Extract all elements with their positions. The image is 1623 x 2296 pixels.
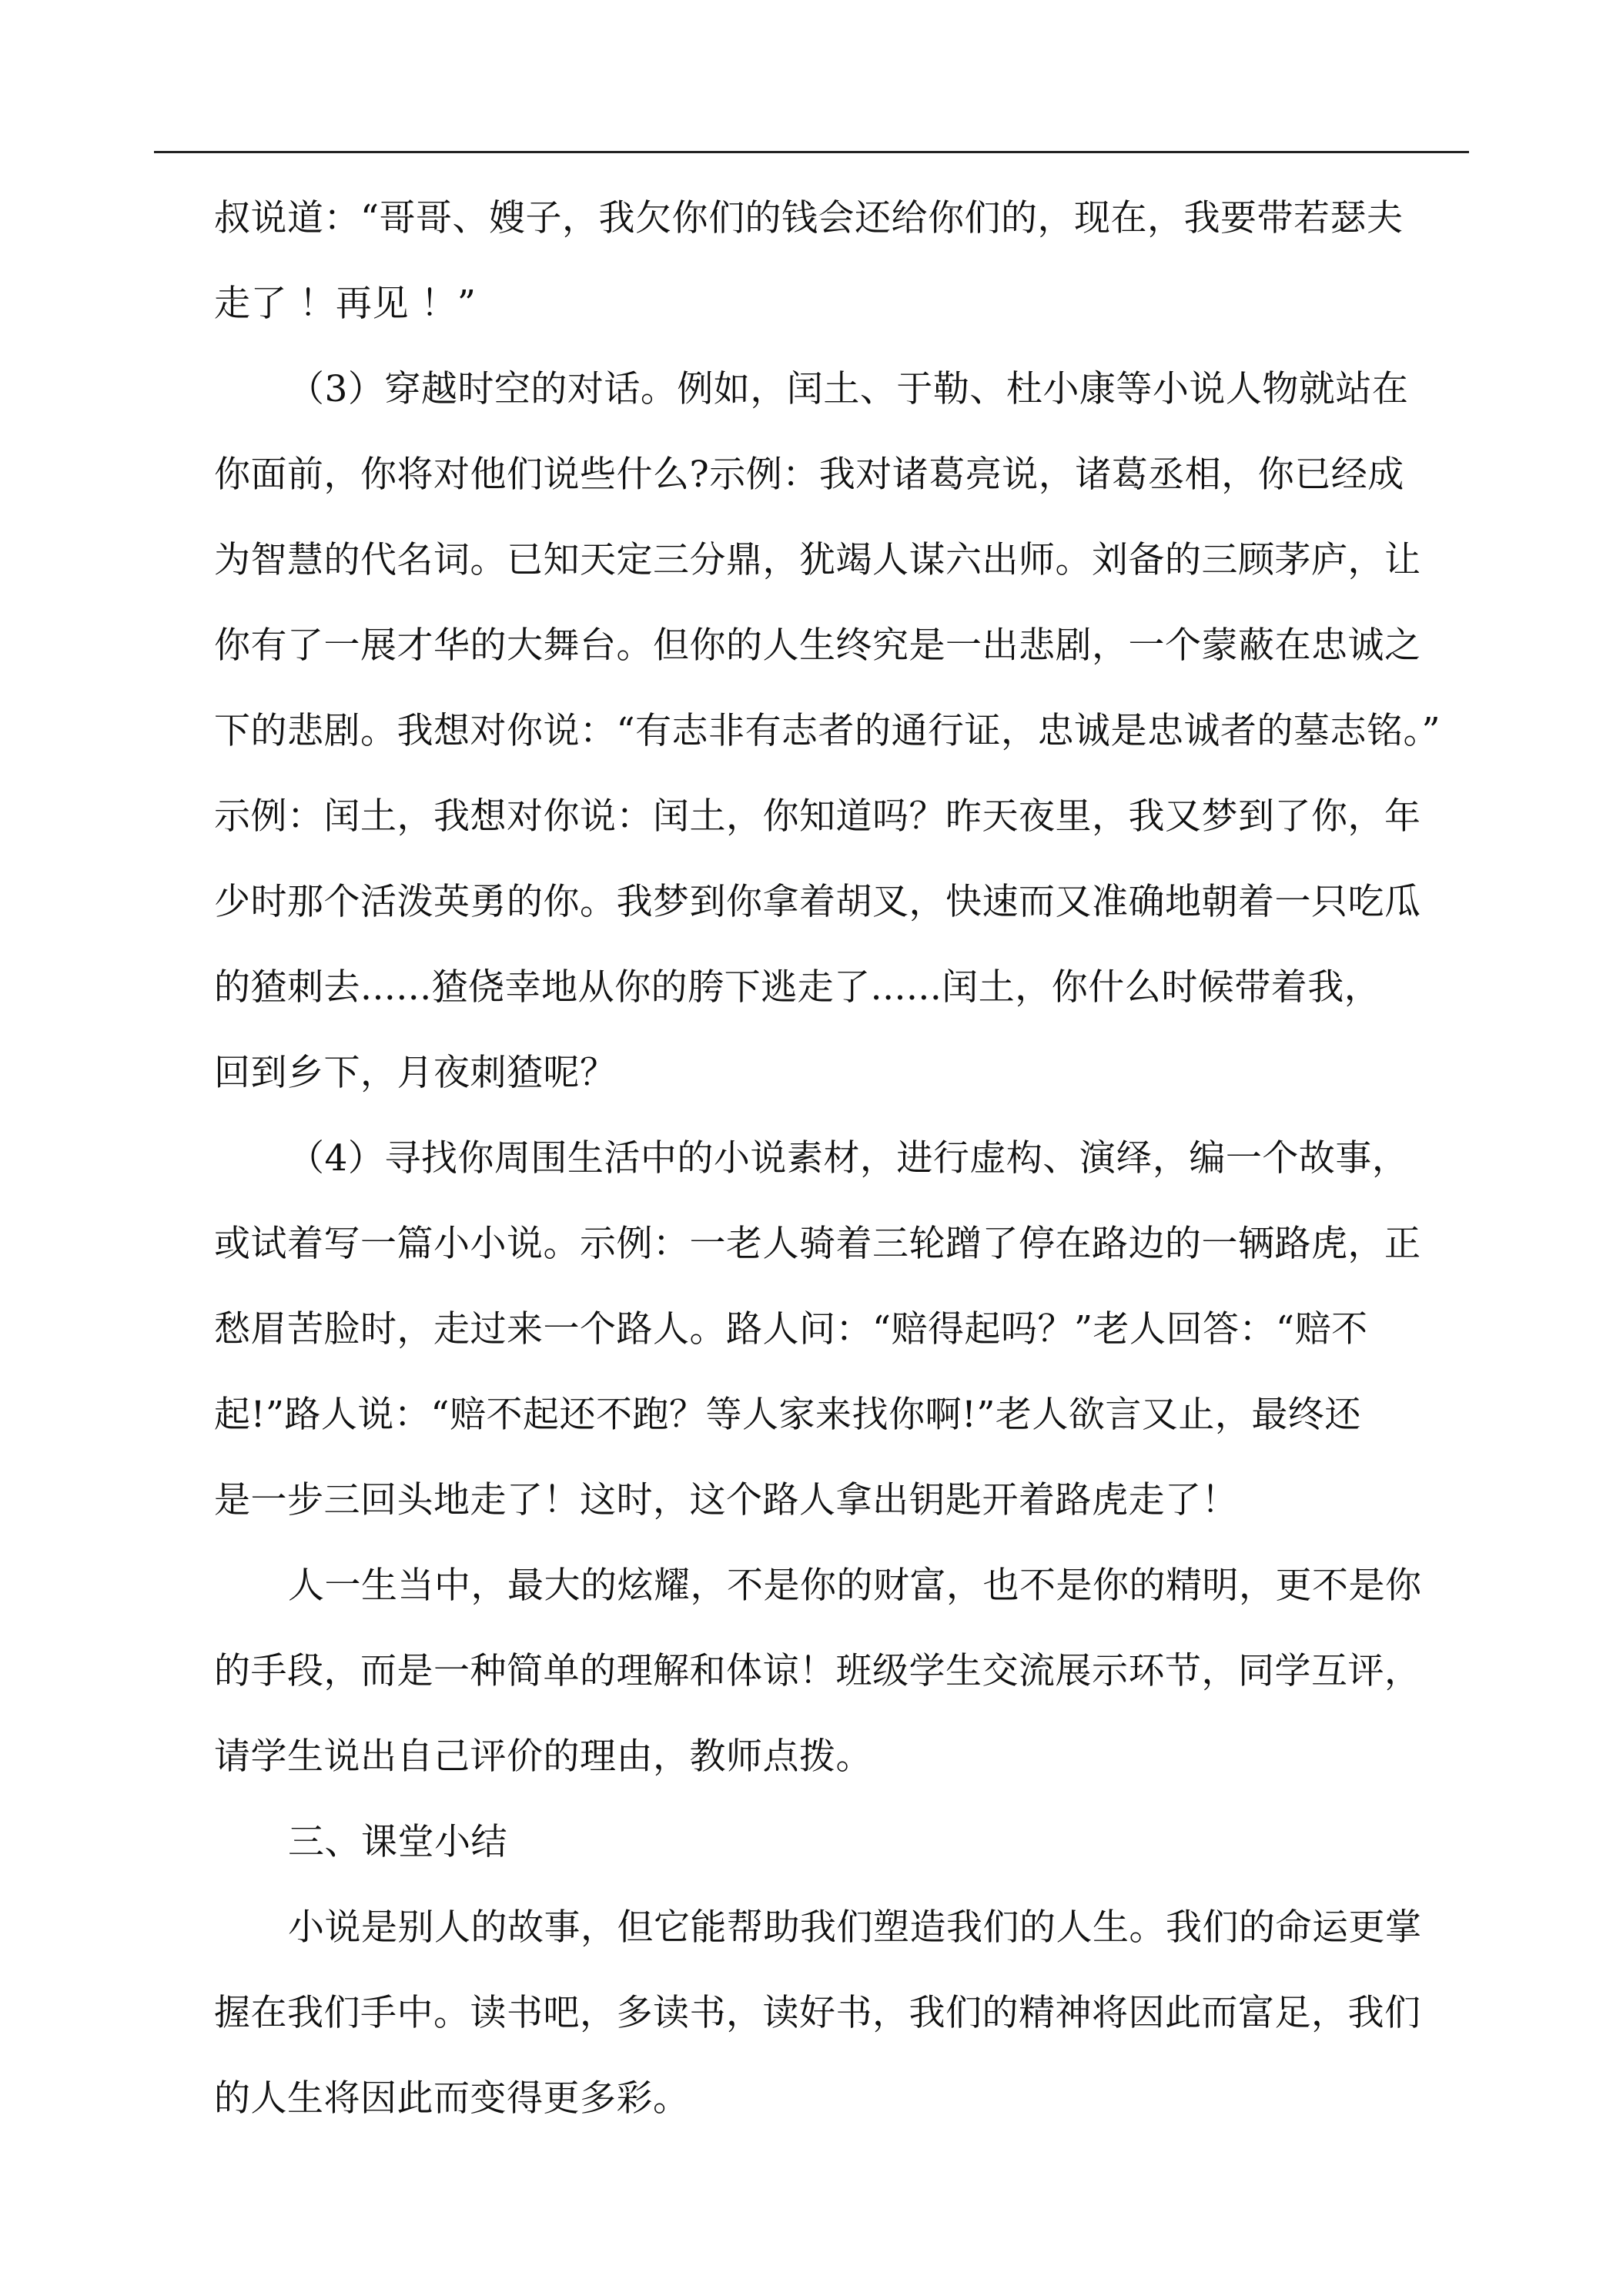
text-line: 或试着写一篇小小说。示例：一老人骑着三轮蹭了停在路边的一辆路虎，正 [214,1223,1421,1265]
text-line: 示例：闰土，我想对你说：闰土，你知道吗？昨天夜里，我又梦到了你，年 [214,795,1421,838]
text-line: 愁眉苦脸时，走过来一个路人。路人问：“赔得起吗？”老人回答：“赔不 [214,1308,1368,1350]
text-line: 的人生将因此而变得更多彩。 [214,2077,690,2120]
section-heading: 三、课堂小结 [288,1821,507,1863]
text-line: 你面前，你将对他们说些什么?示例：我对诸葛亮说，诸葛丞相，你已经成 [214,454,1404,496]
body-text [214,176,1477,2141]
text-line: 下的悲剧。我想对你说：“有志非有志者的通行证，忠诚是忠诚者的墓志铭。” [214,710,1441,752]
text-line: 握在我们手中。读书吧，多读书，读好书，我们的精神将因此而富足，我们 [214,1992,1421,2034]
text-line: 的手段，而是一种简单的理解和体谅！班级学生交流展示环节，同学互评， [214,1650,1421,1692]
text-line: 人一生当中，最大的炫耀，不是你的财富，也不是你的精明，更不是你 [288,1565,1422,1607]
text-line: 起!”路人说：“赔不起还不跑？等人家来找你啊!”老人欲言又止，最终还 [214,1394,1361,1436]
text-line: 的猹刺去......猹侥幸地从你的胯下逃走了......闰土，你什么时候带着我， [214,966,1381,1009]
text-line: （4）寻找你周围生活中的小说素材，进行虚构、演绎，编一个故事， [288,1137,1409,1180]
text-line: 小说是别人的故事，但它能帮助我们塑造我们的人生。我们的命运更掌 [288,1906,1422,1949]
text-line: 你有了一展才华的大舞台。但你的人生终究是一出悲剧，一个蒙蔽在忠诚之 [214,624,1421,667]
text-line: 是一步三回头地走了！这时，这个路人拿出钥匙开着路虎走了！ [214,1479,1238,1521]
text-line: 请学生说出自己评价的理由，教师点拨。 [214,1735,872,1778]
header-rule [154,151,1469,153]
text-line: 少时那个活泼英勇的你。我梦到你拿着胡叉，快速而又准确地朝着一只吃瓜 [214,881,1421,923]
text-line: 回到乡下，月夜刺猹呢？ [214,1052,617,1094]
text-line: 为智慧的代名词。已知天定三分鼎，犹竭人谋六出师。刘备的三顾茅庐，让 [214,539,1421,581]
text-line: 叔说道：“哥哥、嫂子，我欠你们的钱会还给你们的，现在，我要带若瑟夫 [214,197,1404,239]
text-line: （3）穿越时空的对话。例如，闰土、于勒、杜小康等小说人物就站在 [288,368,1409,410]
text-line: 走了 ！再见 ！” [214,283,477,325]
